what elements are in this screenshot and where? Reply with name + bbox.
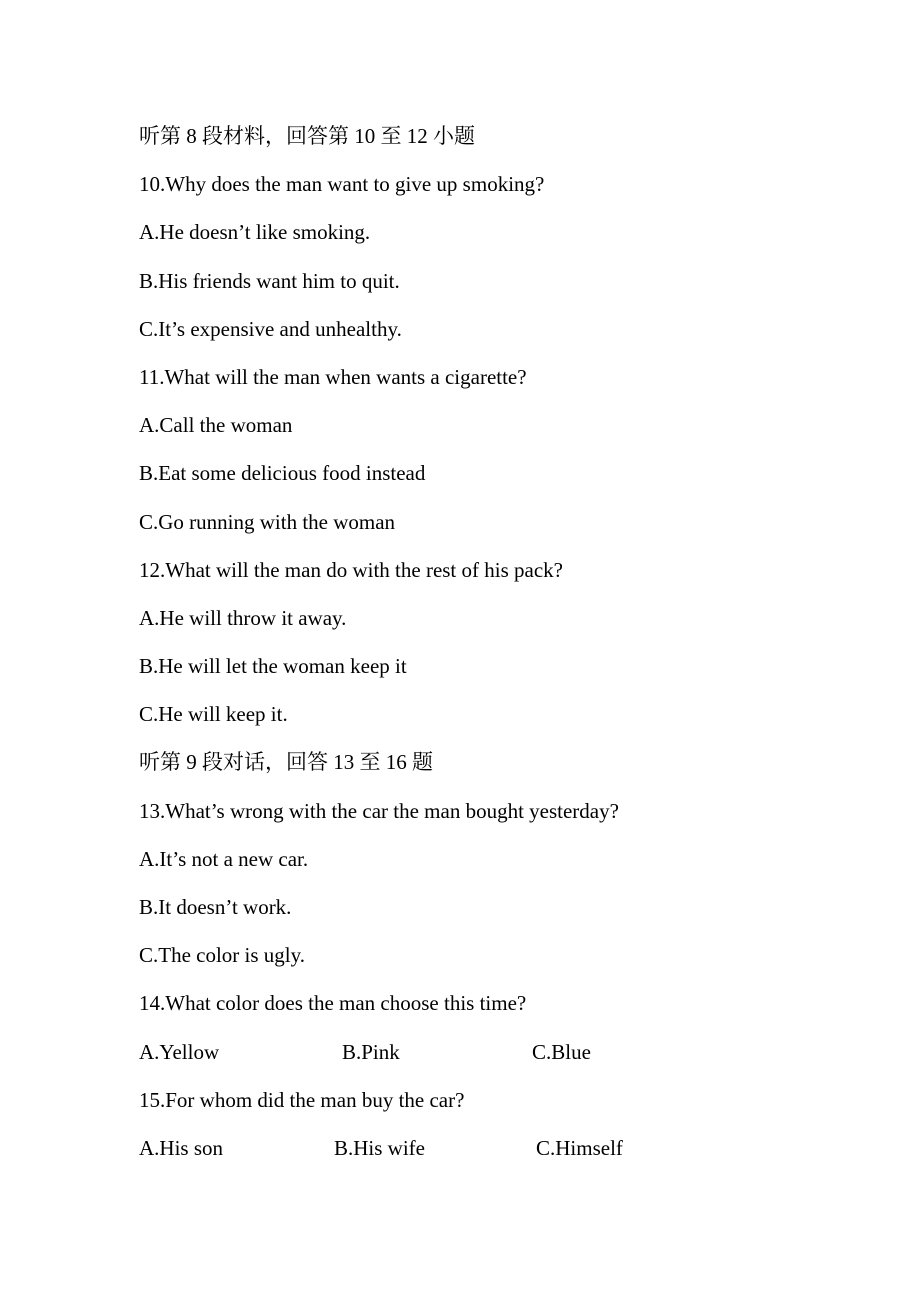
option: A.His son xyxy=(139,1135,224,1160)
option: B.His friends want him to quit. xyxy=(139,268,400,293)
option: B.Pink xyxy=(342,1039,400,1064)
section-heading: 听第 8 段材料，回答第 10 至 12 小题 xyxy=(139,124,475,148)
option: A.Yellow xyxy=(139,1039,220,1064)
question-14: 14.What color does the man choose this time? xyxy=(139,991,527,1016)
option: B.It doesn’t work. xyxy=(139,895,292,919)
question-12: 12.What will the man do with the rest of his pack? xyxy=(139,557,563,582)
option: C.He will keep it. xyxy=(139,702,288,727)
option: A.He will throw it away. xyxy=(139,605,347,630)
document-body xyxy=(139,112,879,1172)
option: C.Blue xyxy=(532,1039,591,1064)
question-15: 15.For whom did the man buy the car? xyxy=(139,1087,465,1112)
options-row xyxy=(139,1124,879,1172)
option: B.His wife xyxy=(334,1135,425,1160)
option: A.He doesn’t like smoking. xyxy=(139,220,371,245)
option: B.Eat some delicious food instead xyxy=(139,461,426,486)
question-13: 13.What’s wrong with the car the man bought yesterday? xyxy=(139,798,619,823)
option: C.It’s expensive and unhealthy. xyxy=(139,316,402,341)
option: C.The color is ugly. xyxy=(139,943,306,968)
option: B.He will let the woman keep it xyxy=(139,654,407,679)
option: A.Call the woman xyxy=(139,413,293,438)
section-heading: 听第 9 段对话，回答 13 至 16 题 xyxy=(139,750,433,775)
question-11: 11.What will the man when wants a cigarette? xyxy=(139,364,527,389)
options-row xyxy=(139,1028,879,1076)
option: C.Himself xyxy=(536,1135,623,1160)
option: C.Go running with the woman xyxy=(139,509,396,534)
option: A.It’s not a new car. xyxy=(139,846,309,871)
question-10: 10.Why does the man want to give up smoking? xyxy=(139,172,545,197)
